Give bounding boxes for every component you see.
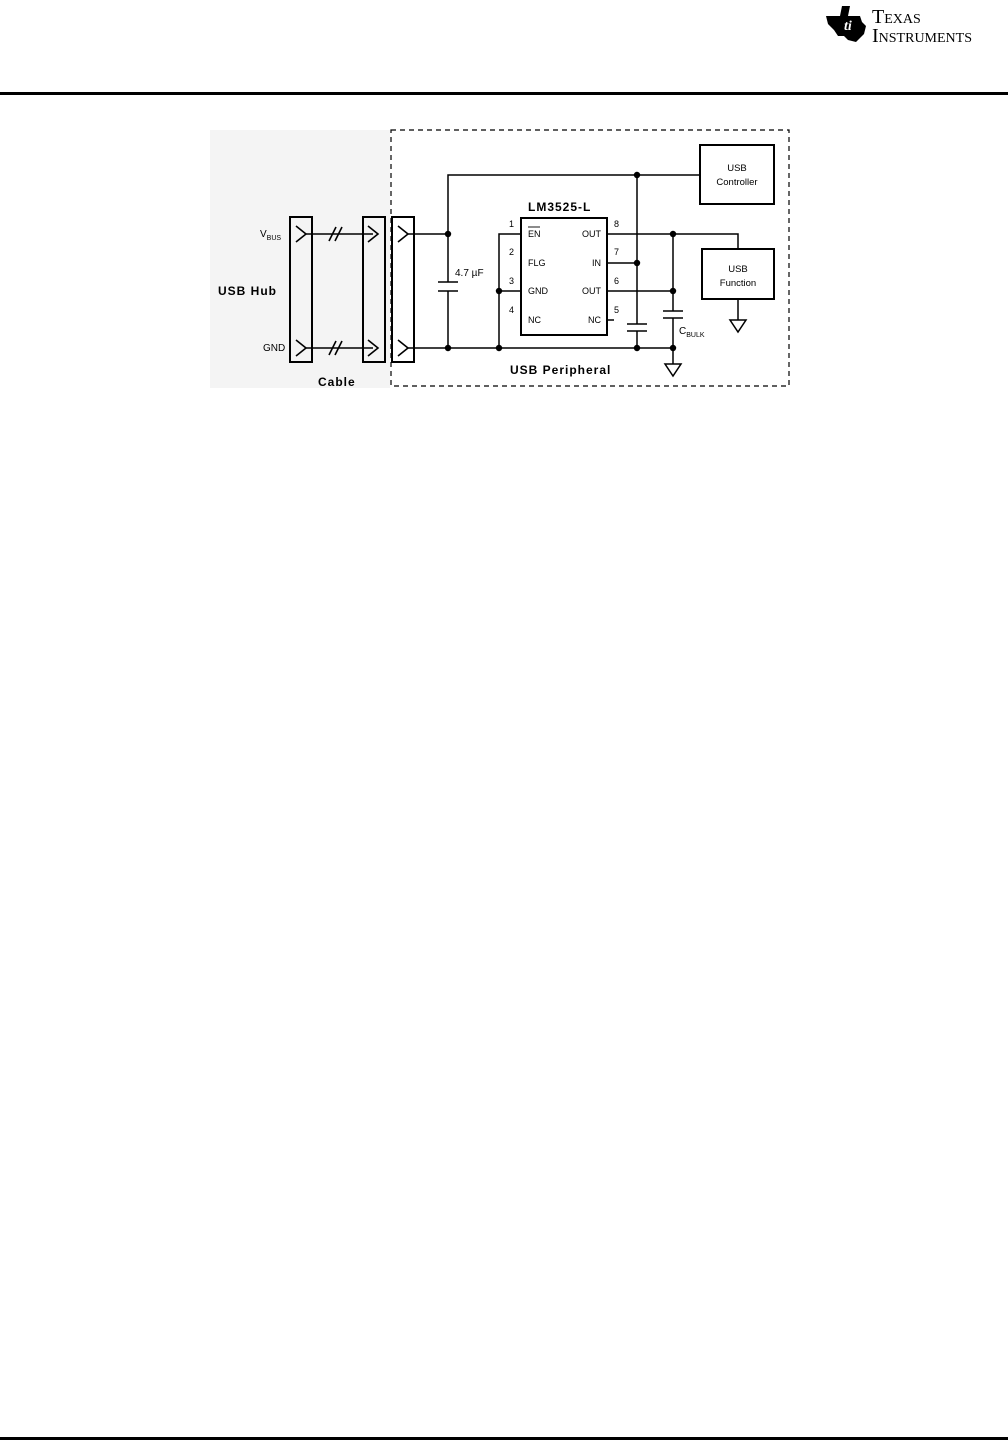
pin-7-number: 7 xyxy=(614,247,620,257)
pin-3-number: 3 xyxy=(509,276,515,286)
pin-4-number: 4 xyxy=(509,305,515,315)
ti-state-icon xyxy=(820,2,872,46)
controller-line-2: Controller xyxy=(716,177,758,188)
brand-line-1: Texas xyxy=(872,6,921,28)
cbulk-label: $C_{BULK}$ xyxy=(679,326,705,339)
usb-peripheral-label: USB Peripheral xyxy=(510,363,612,377)
vbus-label: $V_{BUS}$ xyxy=(260,229,282,242)
brand-line-2: Instruments xyxy=(872,25,973,47)
gnd-label: GND xyxy=(263,343,286,354)
pin-1-name: EN xyxy=(528,229,541,239)
pin-2-name: FLG xyxy=(528,258,546,268)
pin-6-name: OUT xyxy=(582,286,601,296)
pin-4-name: NC xyxy=(528,315,541,325)
usb-controller-box xyxy=(700,145,774,204)
cable-label: Cable xyxy=(318,375,356,389)
pin-6-number: 6 xyxy=(614,276,620,286)
input-cap-label: 4.7 µF xyxy=(455,268,484,279)
pin-2-number: 2 xyxy=(509,247,515,257)
usb-schematic xyxy=(210,124,810,394)
svg-text:ti: ti xyxy=(844,19,852,34)
function-line-1: USB xyxy=(728,264,748,275)
pin-3-name: GND xyxy=(528,286,548,296)
pin-5-name: NC xyxy=(588,315,601,325)
usb-hub-label: USB Hub xyxy=(218,284,277,298)
pin-8-number: 8 xyxy=(614,219,620,229)
function-line-2: Function xyxy=(719,278,757,289)
pin-5-number: 5 xyxy=(614,305,620,315)
header-rule xyxy=(0,92,1008,95)
pin-7-name: IN xyxy=(592,258,601,268)
controller-line-1: USB xyxy=(727,163,747,174)
pin-1-number: 1 xyxy=(509,219,515,229)
pin-8-name: OUT xyxy=(582,229,601,239)
ic-name-label: LM3525-L xyxy=(528,200,592,214)
